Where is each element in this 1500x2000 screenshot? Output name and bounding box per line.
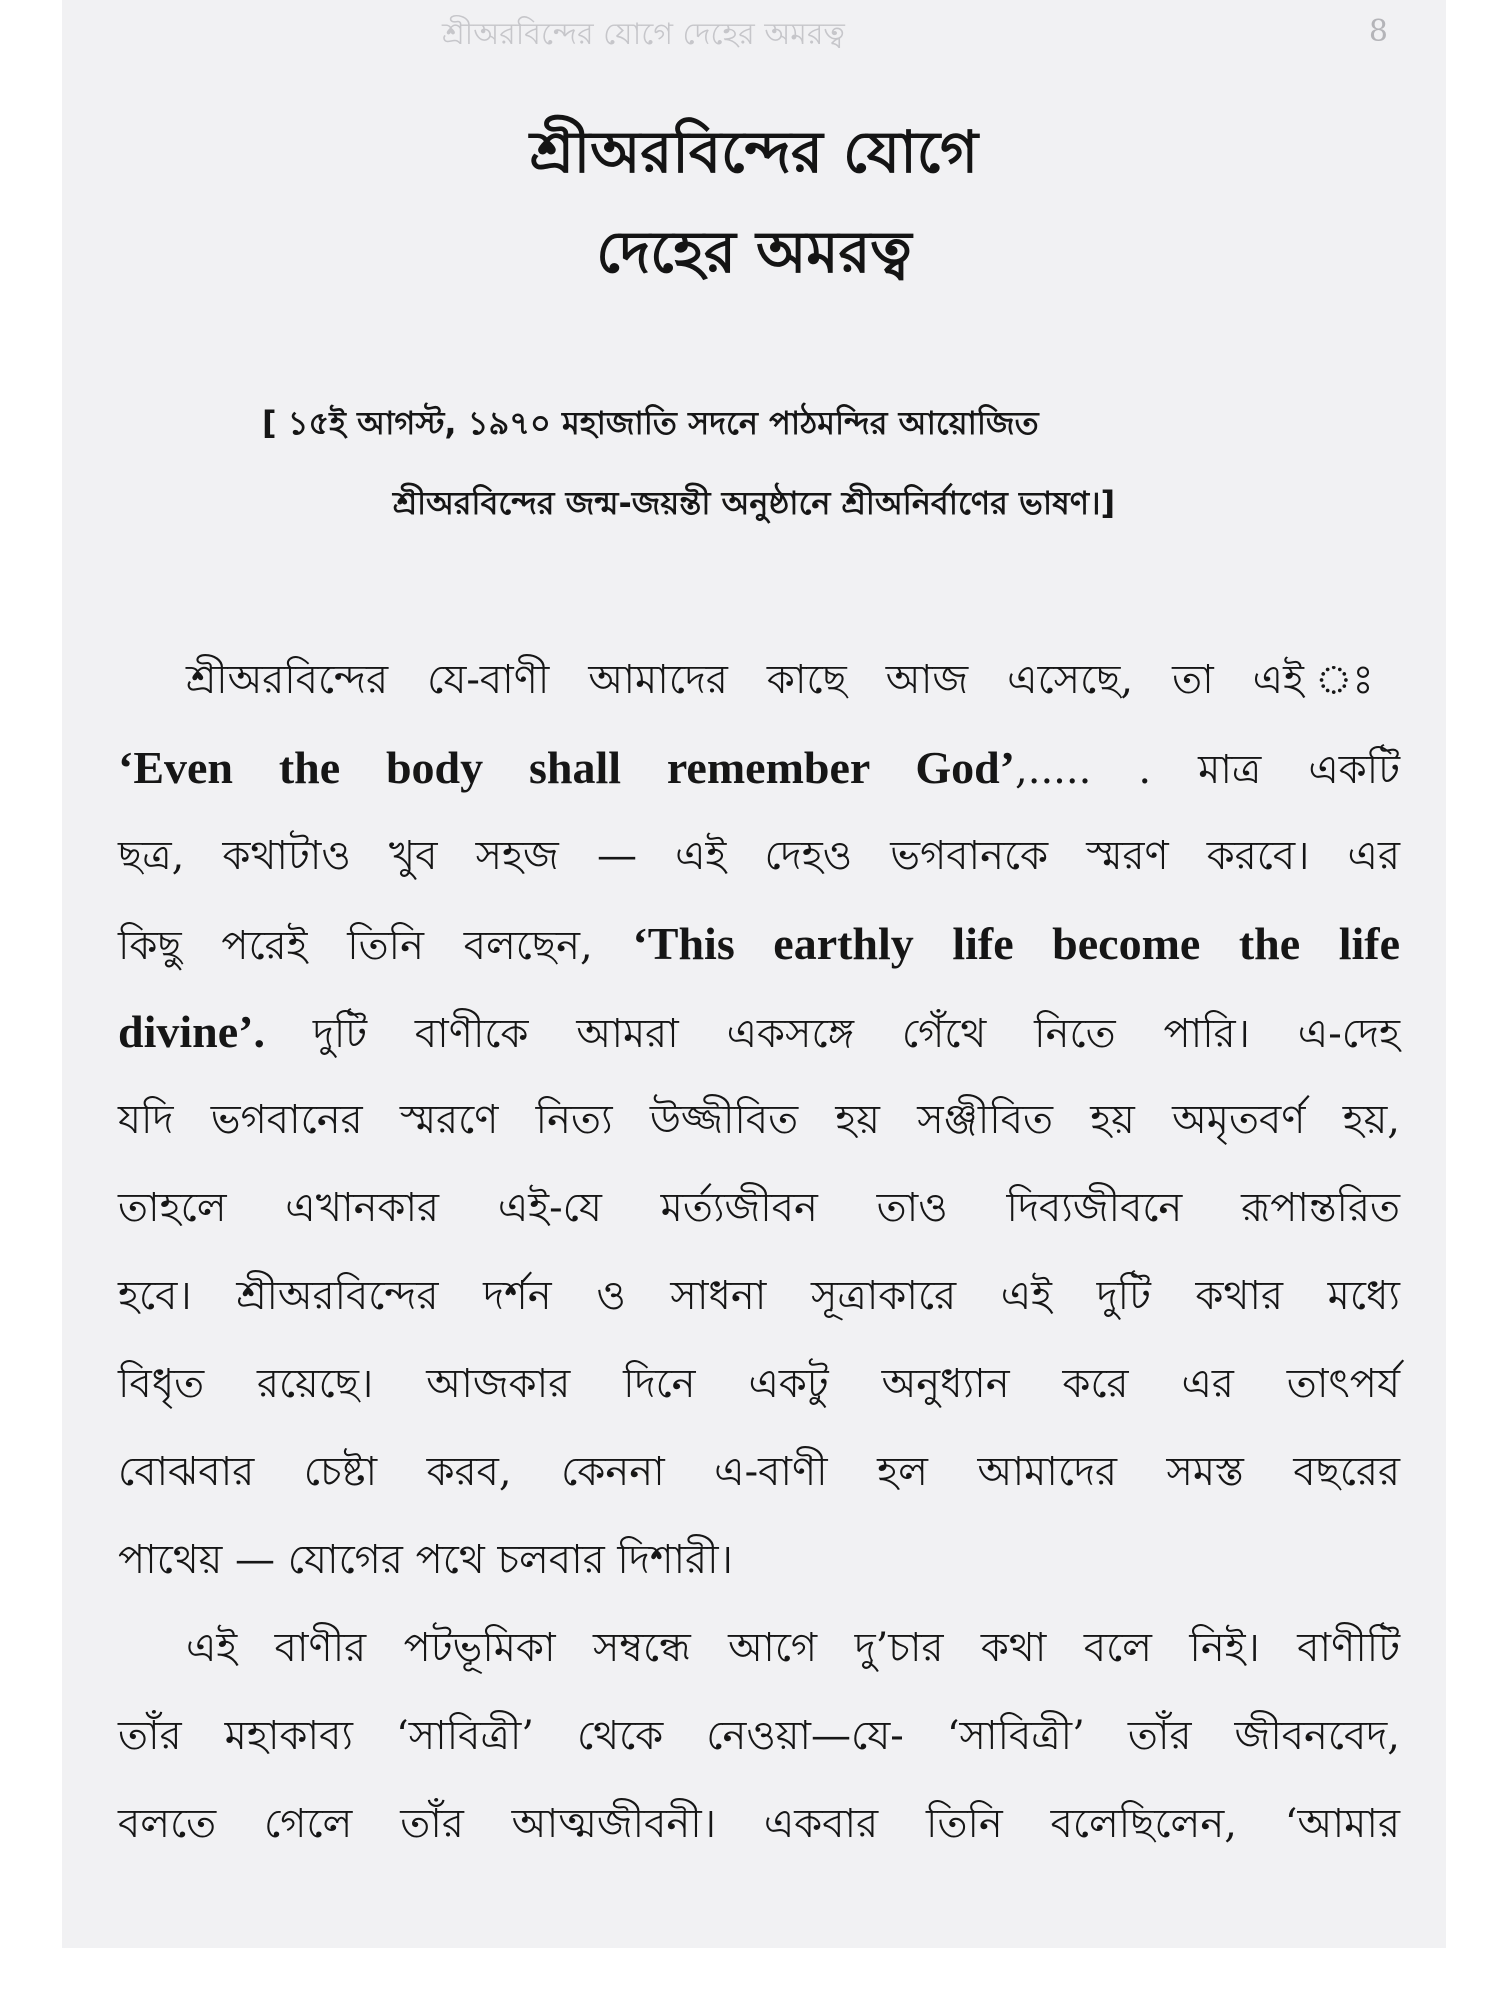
chapter-title-line-1: শ্রীঅরবিন্দের যোগে <box>529 118 979 186</box>
note-line-2: শ্রীঅরবিন্দের জন্ম-জয়ন্তী অনুষ্ঠানে শ্রীঅনির্বাণের ভাষণ।] <box>392 484 1116 522</box>
running-head: শ্রীঅরবিন্দের যোগে দেহের অমরত্ব <box>442 17 845 52</box>
english-quote-2-end: divine’. <box>118 1006 265 1057</box>
body-line-4-bn: কিছু পরেই তিনি বলছেন, <box>118 923 633 969</box>
body-line-2 <box>118 738 1400 800</box>
body-line-2-bn: ,..... . মাত্র একটি <box>1015 747 1401 793</box>
note-line-1: [ ১৫ই আগস্ট, ১৯৭০ মহাজাতি সদনে পাঠমন্দির আয়োজিত <box>262 404 1039 442</box>
body-line-14: বলতে গেলে তাঁর আত্মজীবনী। একবার তিনি বলেছিলেন, ‘আমার <box>118 1801 1400 1847</box>
body-line-6: যদি ভগবানের স্মরণে নিত্য উজ্জীবিত হয় সঞ্জীবিত হয় অমৃতবর্ণ হয়, <box>118 1097 1400 1143</box>
body-line-7: তাহলে এখানকার এই-যে মর্ত্যজীবন তাও দিব্যজীবনে রূপান্তরিত <box>118 1185 1400 1231</box>
body-line-13: তাঁর মহাকাব্য ‘সাবিত্রী’ থেকে নেওয়া—যে- ‘সাবিত্রী’ তাঁর জীবনবেদ, <box>118 1713 1400 1759</box>
book-page <box>62 0 1446 1948</box>
body-line-4 <box>118 914 1400 976</box>
body-line-5 <box>118 1002 1400 1064</box>
body-line-5-bn: দুটি বাণীকে আমরা একসঙ্গে গেঁথে নিতে পারি। এ-দেহ <box>264 1011 1400 1057</box>
english-quote-1: ‘Even the body shall remember God’ <box>118 742 1016 793</box>
body-line-10: বোঝবার চেষ্টা করব, কেননা এ-বাণী হল আমাদের সমস্ত বছরের <box>118 1449 1400 1495</box>
body-line-1: শ্রীঅরবিন্দের যে-বাণী আমাদের কাছে আজ এসেছে, তা এই ঃ <box>186 657 1400 703</box>
body-line-11: পাথেয় — যোগের পথে চলবার দিশারী। <box>118 1537 733 1583</box>
chapter-title-line-2: দেহের অমরত্ব <box>596 218 912 286</box>
body-line-8: হবে। শ্রীঅরবিন্দের দর্শন ও সাধনা সূত্রাকারে এই দুটি কথার মধ্যে <box>118 1273 1400 1319</box>
page-number: 8 <box>1368 14 1388 49</box>
english-quote-2: ‘This earthly life become the life <box>632 918 1401 969</box>
body-line-3: ছত্র, কথাটাও খুব সহজ — এই দেহও ভগবানকে স্মরণ করবে। এর <box>118 833 1400 879</box>
body-line-9: বিধৃত রয়েছে। আজকার দিনে একটু অনুধ্যান করে এর তাৎপর্য <box>118 1361 1400 1407</box>
body-line-12: এই বাণীর পটভূমিকা সম্বন্ধে আগে দু’চার কথা বলে নিই। বাণীটি <box>186 1625 1400 1671</box>
